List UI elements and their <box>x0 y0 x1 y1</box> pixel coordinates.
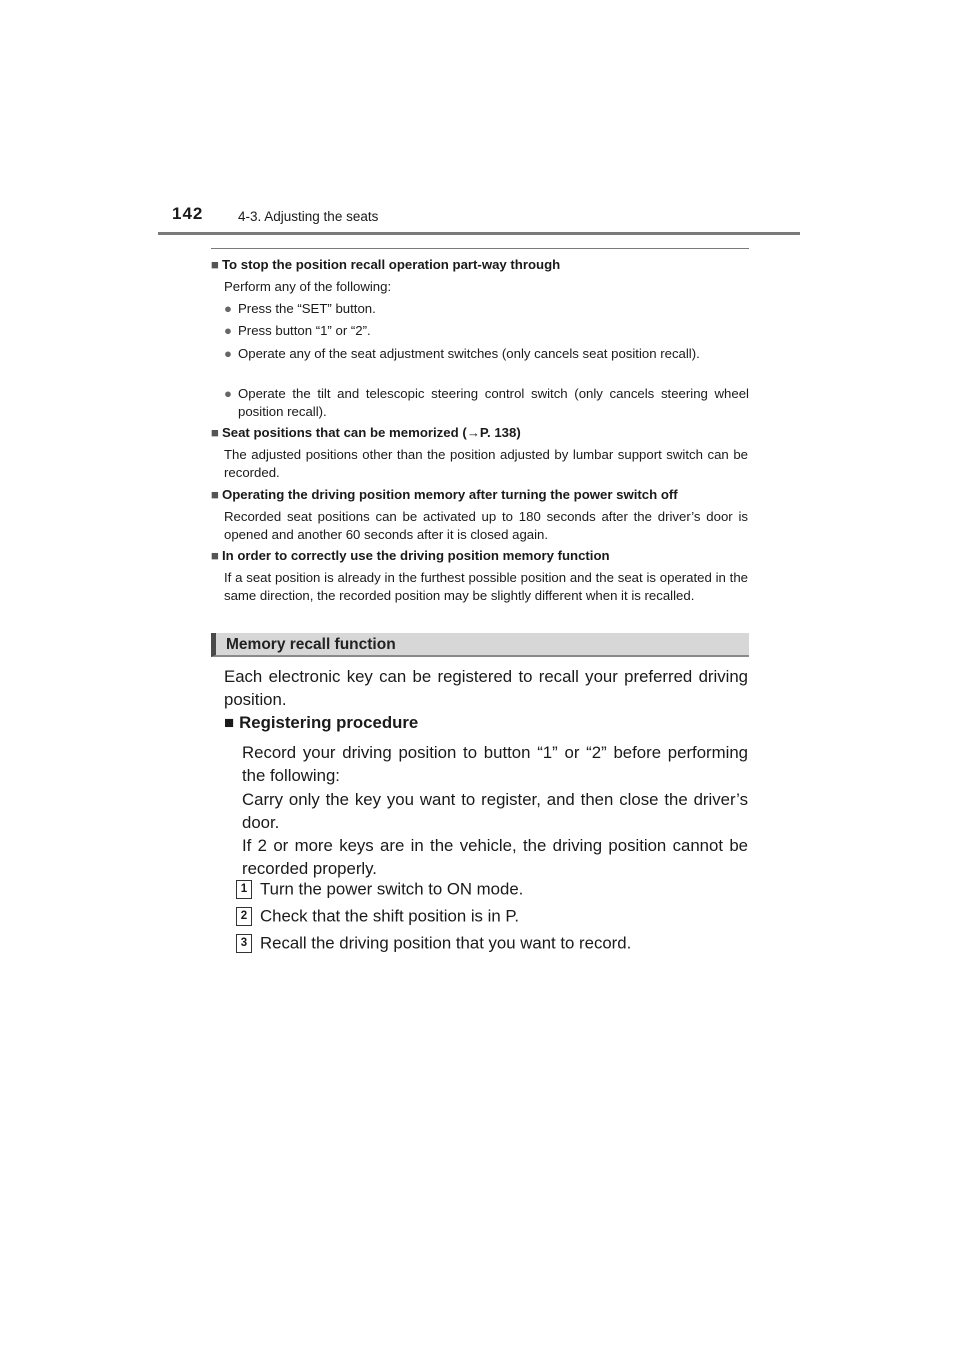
note-title-seat-positions: ■ Seat positions that can be memorized (→P. 138) <box>211 425 521 440</box>
note-title-stop-recall: ■ To stop the position recall operation part-way through <box>211 257 561 272</box>
note-text: Recorded seat positions can be activated up to 180 seconds after the driver’s door is opened and another 60 seconds after it is closed again. <box>224 509 748 542</box>
step-item: 1 Turn the power switch to ON mode. <box>236 879 523 901</box>
note-title-correct-use: ■ In order to correctly use the driving position memory function <box>211 548 610 563</box>
step-item: 3 Recall the driving position that you want to record. <box>236 933 631 955</box>
subheading: ■ Registering procedure <box>224 713 419 732</box>
section-banner <box>211 633 749 657</box>
step-number-badge: 1 <box>236 880 252 899</box>
note-intro: Perform any of the following: <box>224 279 392 294</box>
step-item: 2 Check that the shift position is in P. <box>236 906 519 928</box>
paragraph: Record your driving position to button “1” or “2” before performing the following: <box>242 743 748 785</box>
round-bullet-icon: ● <box>224 323 232 338</box>
paragraph: If 2 or more keys are in the vehicle, the driving position cannot be recorded properly. <box>242 836 748 878</box>
page-number: 142 <box>172 204 204 223</box>
list-item: ● Press the “SET” button. <box>224 301 376 316</box>
step-number-badge: 2 <box>236 907 252 926</box>
header-divider <box>158 232 800 235</box>
square-bullet-icon: ■ <box>211 548 219 563</box>
square-bullet-icon: ■ <box>211 487 219 502</box>
section-intro: Each electronic key can be registered to recall your preferred driving position. <box>224 667 748 709</box>
square-bullet-icon: ■ <box>211 257 219 272</box>
round-bullet-icon: ● <box>224 386 232 401</box>
note-text: If a seat position is already in the furthest possible position and the seat is operated in the same direction, the recorded position may be slightly different when it is recalled. <box>224 570 748 603</box>
notes-divider <box>211 248 749 249</box>
round-bullet-icon: ● <box>224 346 232 361</box>
step-number-badge: 3 <box>236 934 252 953</box>
section-title: Memory recall function <box>226 636 396 653</box>
round-bullet-icon: ● <box>224 301 232 316</box>
paragraph: Carry only the key you want to register, and then close the driver’s door. <box>242 790 748 832</box>
note-title-after-power-off: ■ Operating the driving position memory after turning the power switch off <box>211 487 678 502</box>
list-item: ● Operate the tilt and telescopic steering control switch (only cancels steering wheel position recall). <box>224 386 749 419</box>
chapter-title: 4-3. Adjusting the seats <box>238 209 379 224</box>
list-item: ● Operate any of the seat adjustment switches (only cancels seat position recall). <box>224 346 700 361</box>
note-text: The adjusted positions other than the position adjusted by lumbar support switch can be recorded. <box>224 447 748 480</box>
square-bullet-icon: ■ <box>224 713 235 732</box>
square-bullet-icon: ■ <box>211 425 219 440</box>
list-item: ● Press button “1” or “2”. <box>224 323 371 338</box>
